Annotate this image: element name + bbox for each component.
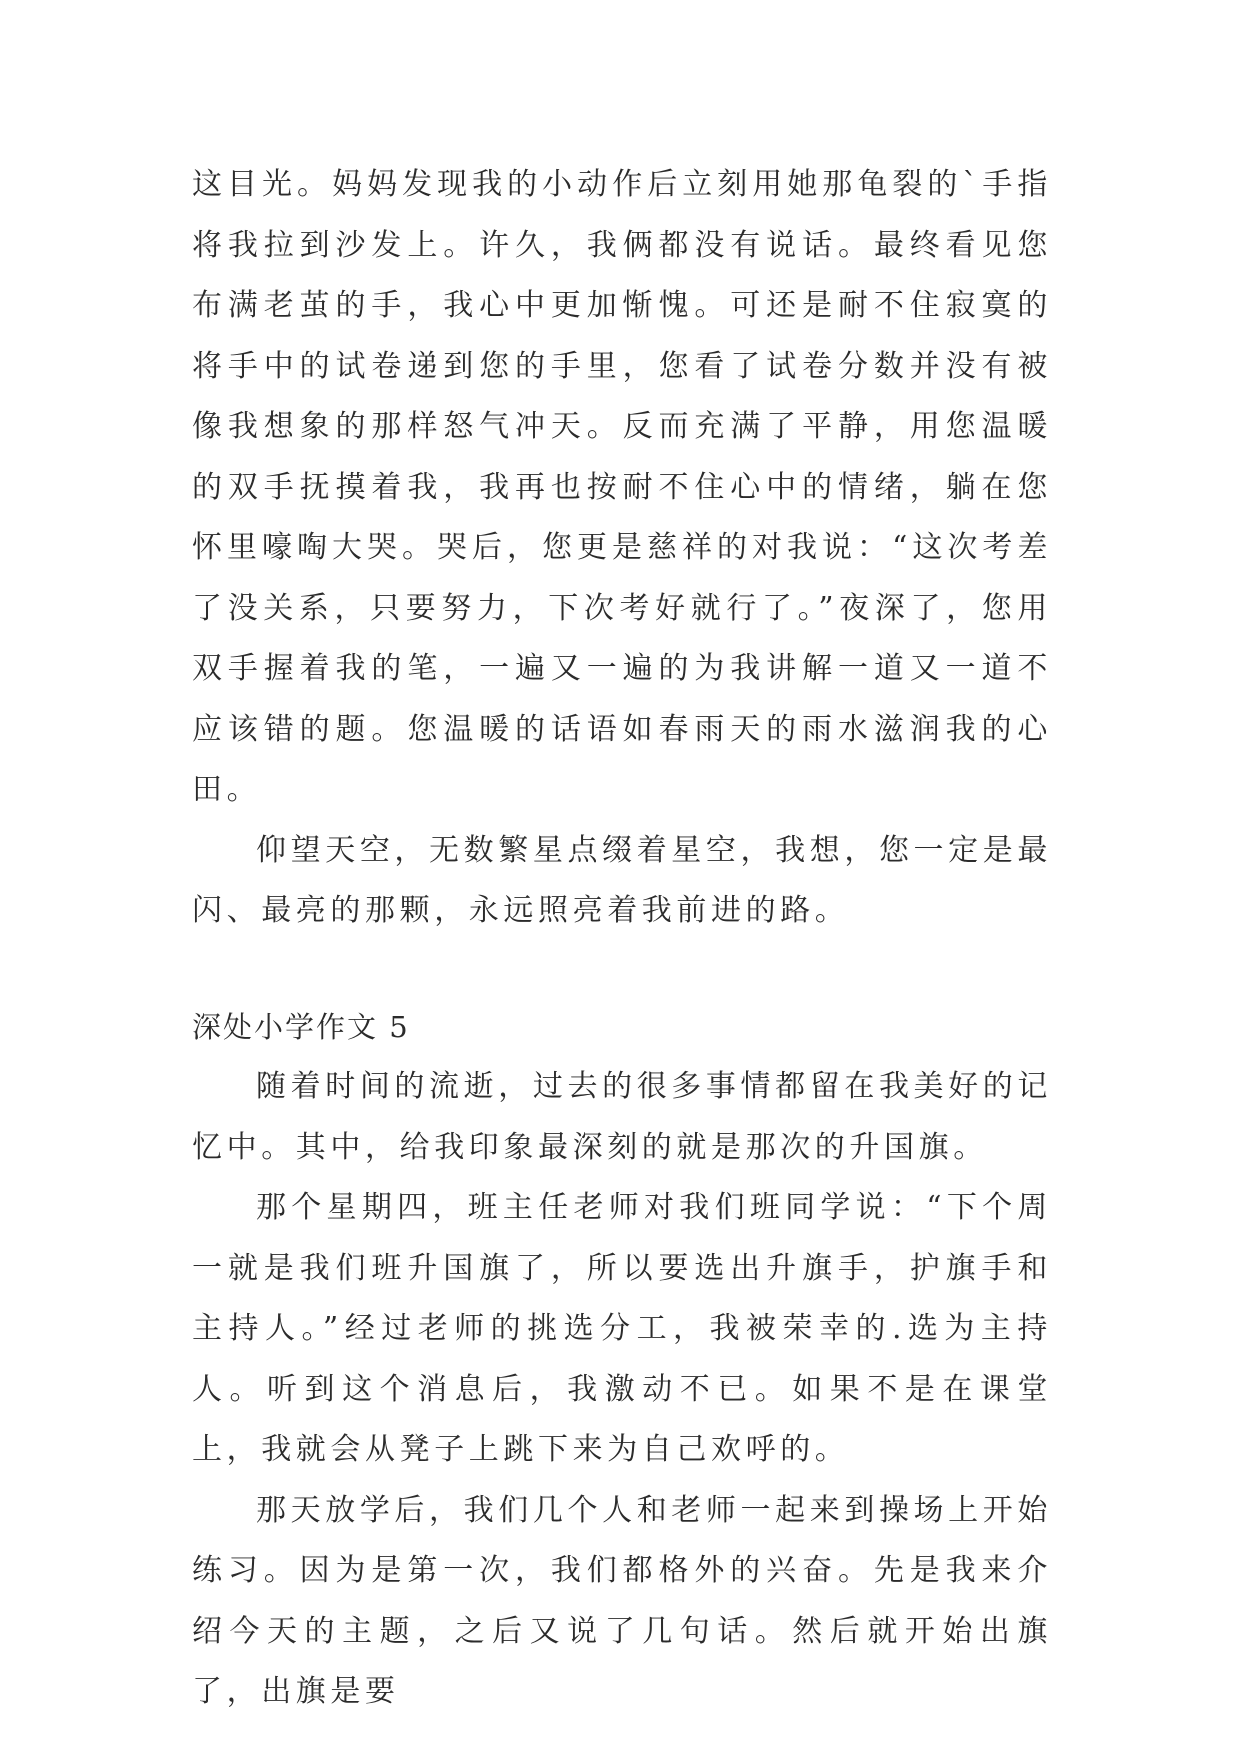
document-body <box>192 155 1052 1723</box>
paragraph-continued: 这目光。妈妈发现我的小动作后立刻用她那龟裂的`手指将我拉到沙发上。许久，我俩都没有说话。最终看见您布满老茧的手，我心中更加惭愧。可还是耐不住寂寞的将手中的试卷递到您的手里，您看了试卷分数并没有被像我想象的那样怒气冲天。反而充满了平静，用您温暖的双手抚摸着我，我再也按耐不住心中的情绪，躺在您怀里嚎啕大哭。哭后，您更是慈祥的对我说：“这次考差了没关系，只要努力，下次考好就行了。”夜深了，您用双手握着我的笔，一遍又一遍的为我讲解一道又一道不应该错的题。您温暖的话语如春雨天的雨水滋润我的心田。 <box>192 167 1052 807</box>
paragraph: 仰望天空，无数繁星点缀着星空，我想，您一定是最闪、最亮的那颗，永远照亮着我前进的路。 <box>192 832 1052 928</box>
paragraph: 那天放学后，我们几个人和老师一起来到操场上开始练习。因为是第一次，我们都格外的兴奋。先是我来介绍今天的主题，之后又说了几句话。然后就开始出旗了，出旗是要 <box>192 1492 1052 1709</box>
section-title: 深处小学作文 5 <box>192 1009 410 1044</box>
paragraph: 那个星期四，班主任老师对我们班同学说：“下个周一就是我们班升国旗了，所以要选出升旗手，护旗手和主持人。”经过老师的挑选分工，我被荣幸的.选为主持人。听到这个消息后，我激动不已。如果不是在课堂上，我就会从凳子上跳下来为自己欢呼的。 <box>192 1190 1052 1467</box>
paragraph: 随着时间的流逝，过去的很多事情都留在我美好的记忆中。其中，给我印象最深刻的就是那次的升国旗。 <box>192 1069 1052 1165</box>
